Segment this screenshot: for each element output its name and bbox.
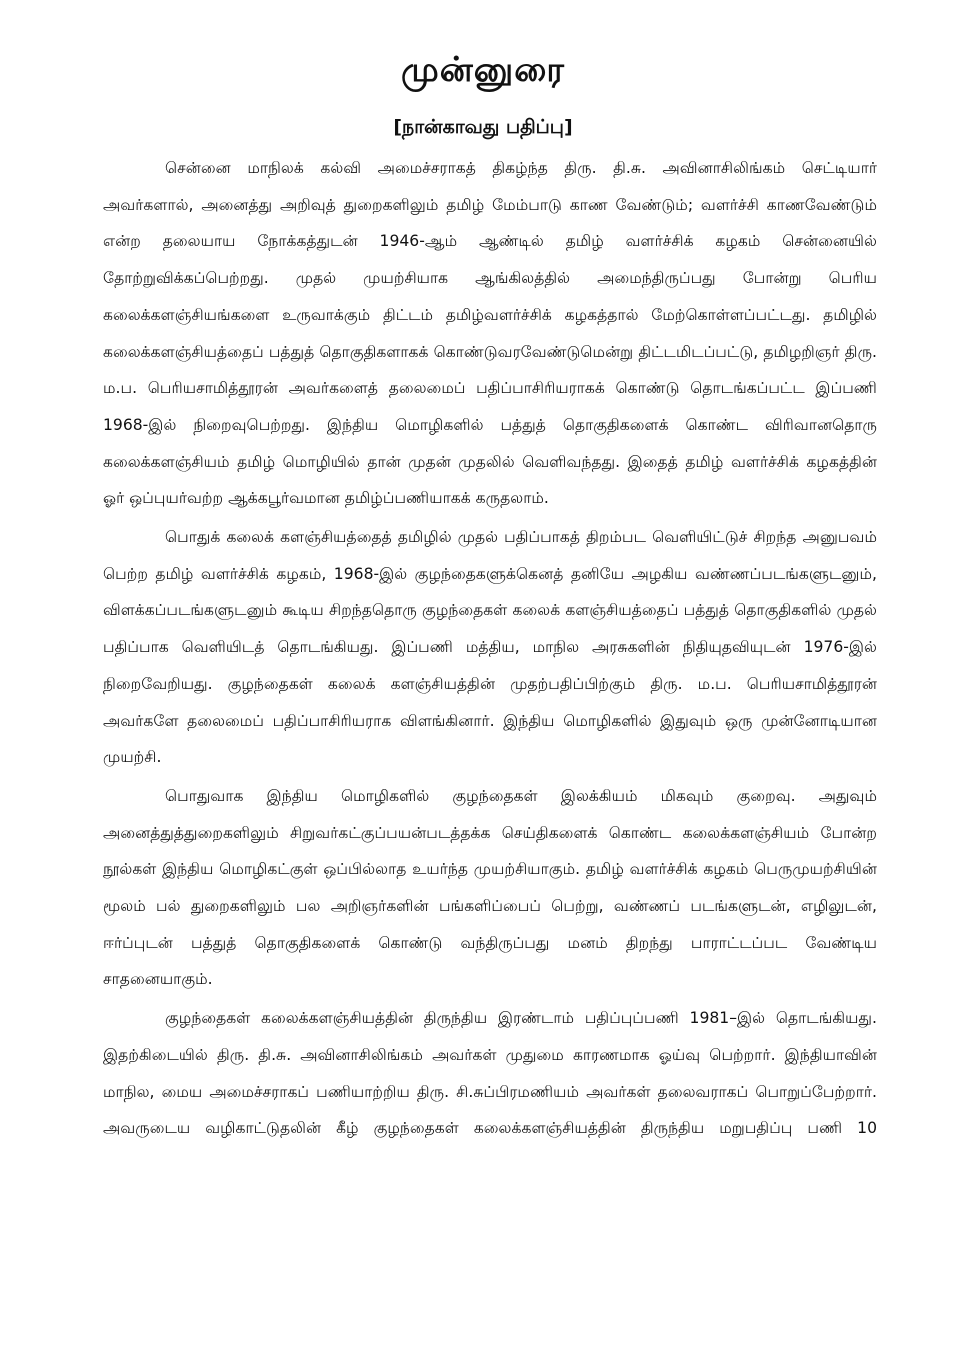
paragraph-2: பொதுக் கலைக் களஞ்சியத்தைத் தமிழில் முதல் பதிப்பாகத் திறம்பட வெளியிட்டுச் சிறந்த அனுபவம் பெற்ற தமிழ் வளர்ச்சிக் கழகம், 1968-இல் குழந்தைகளுக்கெனத் தனியே அழகிய வண்ணப்படங்களுடனும், விளக்கப்படங்களுடனும் கூடிய சிறந்ததொரு குழந்தைகள் கலைக் களஞ்சியத்தைப் பத்துத் தொகுதிகளில் முதல் பதிப்பாக வெளியிடத் தொடங்கியது. இப்பணி மத்திய, மாநில அரசுகளின் நிதியுதவியுடன் 1976-இல் நிறைவேறியது. குழந்தைகள் கலைக் களஞ்சியத்தின் முதற்பதிப்பிற்கும் திரு. ம.ப. பெரியசாமித்தூரன் அவர்களே தலைமைப் பதிப்பாசிரியராக விளங்கினார். இந்திய மொழிகளில் இதுவும் ஒரு முன்னோடியான முயற்சி. xyxy=(103,528,877,767)
paragraph-3: பொதுவாக இந்திய மொழிகளில் குழந்தைகள் இலக்கியம் மிகவும் குறைவு. அதுவும் அனைத்துத்துறைகளிலும் சிறுவர்கட்குப்பயன்படத்தக்க செய்திகளைக் கொண்ட கலைக்களஞ்சியம் போன்ற நூல்கள் இந்திய மொழிகட்குள் ஒப்பில்லாத உயர்ந்த முயற்சியாகும். தமிழ் வளர்ச்சிக் கழகம் பெருமுயற்சியின் மூலம் பல் துறைகளிலும் பல அறிஞர்களின் பங்களிப்பைப் பெற்று, வண்ணப் படங்களுடன், எழிலுடன், ஈர்ப்புடன் பத்துத் தொகுதிகளைக் கொண்டு வந்திருப்பது மனம் திறந்து பாராட்டப்பட வேண்டிய சாதனையாகும். xyxy=(103,786,877,989)
page-title: முன்னுரை xyxy=(401,50,565,90)
paragraph-4: குழந்தைகள் கலைக்களஞ்சியத்தின் திருந்திய இரண்டாம் பதிப்புப்பணி 1981–இல் தொடங்கியது. இதற்கிடையில் திரு. தி.சு. அவினாசிலிங்கம் அவர்கள் முதுமை காரணமாக ஓய்வு பெற்றார். இந்தியாவின் மாநில, மைய அமைச்சராகப் பணியாற்றிய திரு. சி.சுப்பிரமணியம் அவர்கள் தலைவராகப் பொறுப்பேற்றார். அவருடைய வழிகாட்டுதலின் கீழ் குழந்தைகள் கலைக்களஞ்சியத்தின் திருந்திய மறுபதிப்பு பணி 10 xyxy=(103,1009,877,1138)
paragraph-1: சென்னை மாநிலக் கல்வி அமைச்சராகத் திகழ்ந்த திரு. தி.சு. அவினாசிலிங்கம் செட்டியார் அவர்களால், அனைத்து அறிவுத் துறைகளிலும் தமிழ் மேம்பாடு காண வேண்டும்; வளர்ச்சி காணவேண்டும் என்ற தலையாய நோக்கத்துடன் 1946-ஆம் ஆண்டில் தமிழ் வளர்ச்சிக் கழகம் சென்னையில் தோற்றுவிக்கப்பெற்றது. முதல் முயற்சியாக ஆங்கிலத்தில் அமைந்திருப்பது போன்று பெரிய கலைக்களஞ்சியங்களை உருவாக்கும் திட்டம் தமிழ்வளர்ச்சிக் கழகத்தால் மேற்கொள்ளப்பட்டது. தமிழில் கலைக்களஞ்சியத்தைப் பத்துத் தொகுதிகளாகக் கொண்டுவரவேண்டுமென்று திட்டமிடப்பட்டு, தமிழறிஞர் திரு. ம.ப. பெரியசாமித்தூரன் அவர்களைத் தலைமைப் பதிப்பாசிரியராகக் கொண்டு தொடங்கப்பட்ட இப்பணி 1968-இல் நிறைவுபெற்றது. இந்திய மொழிகளில் பத்துத் தொகுதிகளைக் கொண்ட விரிவானதொரு கலைக்களஞ்சியம் தமிழ் மொழியில் தான் முதன் முதலில் வெளிவந்தது. இதைத் தமிழ் வளர்ச்சிக் கழகத்தின் ஓர் ஒப்புயர்வற்ற ஆக்கபூர்வமான தமிழ்ப்பணியாகக் கருதலாம். xyxy=(103,159,877,508)
edition-subtitle: [நான்காவது பதிப்பு] xyxy=(393,116,573,138)
body-text xyxy=(103,150,877,1149)
